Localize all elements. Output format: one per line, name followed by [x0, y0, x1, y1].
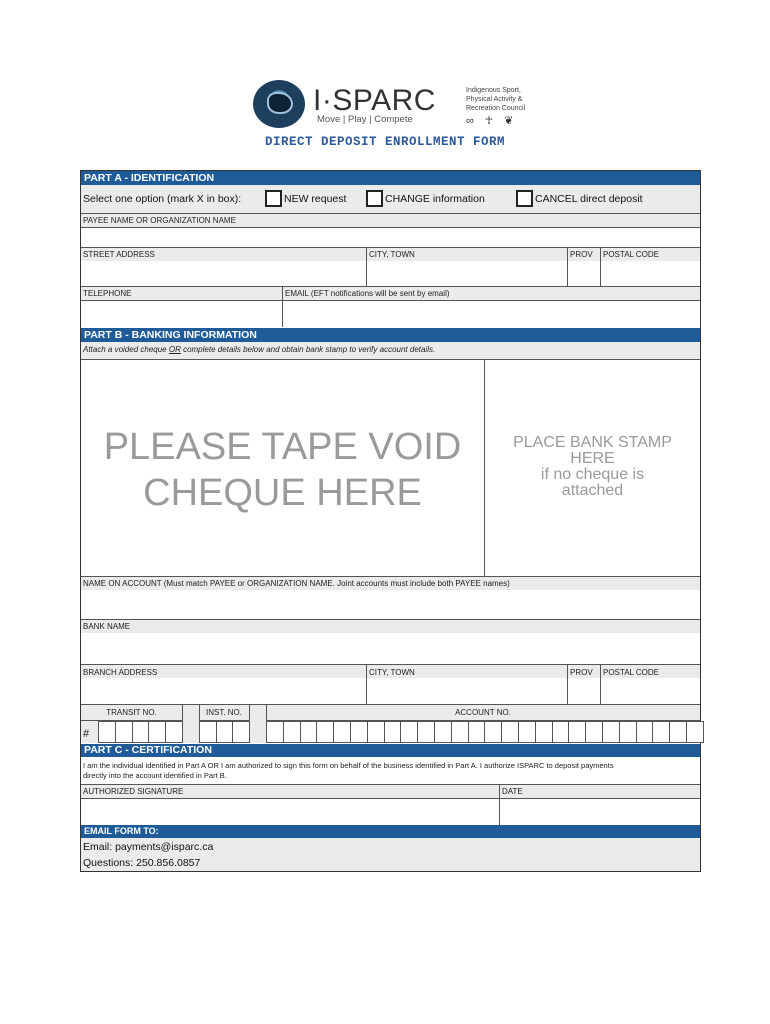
account-digit-box[interactable] — [350, 721, 368, 743]
account-digit-box[interactable] — [652, 721, 670, 743]
prov-field[interactable] — [568, 262, 600, 286]
contact-phone: Questions: 250.856.0857 — [83, 857, 201, 869]
void-cheque-line-2: CHEQUE HERE — [143, 472, 422, 514]
cancel-direct-deposit-checkbox[interactable] — [516, 190, 533, 207]
branch-city-field[interactable] — [367, 679, 567, 704]
cancel-direct-deposit-label: CANCEL direct deposit — [535, 193, 643, 205]
email-label: EMAIL (EFT notifications will be sent by email) — [285, 289, 450, 298]
council-line-1: Indigenous Sport, — [466, 87, 521, 94]
void-cheque-text — [81, 424, 484, 516]
bank-stamp-line-3: if no cheque is — [540, 466, 645, 483]
bank-stamp-text — [485, 435, 700, 499]
city-town-field[interactable] — [367, 262, 567, 286]
banking-instruction — [83, 345, 435, 354]
account-digit-box[interactable] — [434, 721, 452, 743]
postal-code-field[interactable] — [601, 262, 700, 286]
account-digit-box[interactable] — [468, 721, 486, 743]
branch-address-label: BRANCH ADDRESS — [83, 668, 158, 677]
account-digit-box[interactable] — [535, 721, 553, 743]
city-town-label: CITY, TOWN — [369, 250, 415, 259]
account-digit-box[interactable] — [619, 721, 637, 743]
inst-label: INST. NO. — [205, 708, 242, 717]
account-digit-box[interactable] — [451, 721, 469, 743]
bank-name-field[interactable] — [81, 634, 700, 664]
account-digit-box[interactable] — [417, 721, 435, 743]
email-form-heading: EMAIL FORM TO: — [81, 825, 700, 838]
transit-label: TRANSIT NO. — [106, 708, 157, 717]
account-digit-box[interactable] — [552, 721, 570, 743]
account-digit-box[interactable] — [568, 721, 586, 743]
council-line-2: Physical Activity & — [466, 96, 523, 103]
transit-digit-box[interactable] — [132, 721, 150, 743]
instruction-or: OR — [168, 345, 181, 354]
account-digit-box[interactable] — [484, 721, 502, 743]
certification-statement-1: I am the individual identified in Part A OR I am authorized to sign this form on behalf of the business identified in Part A. I authorize ISPARC to deposit payments — [83, 761, 614, 770]
account-digit-box[interactable] — [585, 721, 603, 743]
signature-field[interactable] — [81, 799, 499, 825]
prov-label: PROV — [570, 250, 593, 259]
brand-name: I·SPARC — [313, 84, 436, 117]
account-digit-box[interactable] — [518, 721, 536, 743]
instruction-post: complete details below and obtain bank stamp to verify account details. — [180, 345, 436, 354]
void-cheque-line-1: PLEASE TAPE VOID — [103, 426, 462, 468]
date-field[interactable] — [500, 799, 700, 825]
telephone-field[interactable] — [81, 301, 282, 327]
telephone-label: TELEPHONE — [83, 289, 132, 298]
council-name — [466, 86, 536, 113]
hash-label: # — [83, 728, 90, 740]
form-title: DIRECT DEPOSIT ENROLLMENT FORM — [264, 135, 506, 149]
branch-postal-label: POSTAL CODE — [603, 668, 660, 677]
transit-digit-box[interactable] — [148, 721, 166, 743]
certification-statement-2: directly into the account identified in Part B. — [83, 771, 227, 780]
branch-address-field[interactable] — [81, 679, 366, 704]
account-digit-box[interactable] — [367, 721, 385, 743]
account-digit-box[interactable] — [602, 721, 620, 743]
branch-prov-label: PROV — [570, 668, 593, 677]
account-digit-box[interactable] — [266, 721, 284, 743]
name-on-account-label: NAME ON ACCOUNT (Must match PAYEE or ORGANIZATION NAME. Joint accounts must include both PAYEE names) — [83, 579, 510, 588]
street-address-label: STREET ADDRESS — [83, 250, 155, 259]
part-a-heading: PART A - IDENTIFICATION — [81, 171, 700, 185]
account-digit-box[interactable] — [400, 721, 418, 743]
branch-postal-field[interactable] — [601, 679, 700, 704]
inst-digit-box[interactable] — [199, 721, 217, 743]
part-c-heading: PART C - CERTIFICATION — [81, 744, 700, 757]
account-digit-box[interactable] — [384, 721, 402, 743]
bank-name-label: BANK NAME — [83, 622, 131, 631]
postal-code-label: POSTAL CODE — [603, 250, 660, 259]
account-digit-box[interactable] — [300, 721, 318, 743]
payee-name-label: PAYEE NAME OR ORGANIZATION NAME — [83, 216, 236, 225]
branch-city-label: CITY, TOWN — [369, 668, 415, 677]
select-prompt: Select one option (mark X in box): — [83, 193, 242, 205]
part-b-heading: PART B - BANKING INFORMATION — [81, 328, 700, 342]
account-label: ACCOUNT NO. — [455, 708, 511, 717]
transit-digit-box[interactable] — [165, 721, 183, 743]
bank-stamp-line-2: HERE — [570, 450, 615, 467]
new-request-label: NEW request — [284, 193, 347, 205]
bank-stamp-line-4: attached — [561, 482, 624, 499]
new-request-checkbox[interactable] — [265, 190, 282, 207]
date-label: DATE — [502, 787, 523, 796]
street-address-field[interactable] — [81, 262, 366, 286]
change-information-checkbox[interactable] — [366, 190, 383, 207]
council-symbols-icon: ∞ ☥ ❦ — [466, 115, 518, 127]
account-digit-box[interactable] — [283, 721, 301, 743]
brand-tagline: Move | Play | Compete — [317, 114, 413, 125]
isparc-logo-icon — [253, 80, 305, 128]
transit-digit-box[interactable] — [115, 721, 133, 743]
account-digit-box[interactable] — [669, 721, 687, 743]
change-information-label: CHANGE information — [385, 193, 485, 205]
transit-digit-box[interactable] — [98, 721, 116, 743]
name-on-account-field[interactable] — [81, 591, 700, 619]
account-digit-box[interactable] — [333, 721, 351, 743]
enrollment-form — [80, 170, 701, 872]
inst-digit-box[interactable] — [216, 721, 234, 743]
account-digit-box[interactable] — [686, 721, 704, 743]
instruction-pre: Attach a voided cheque — [83, 345, 169, 354]
contact-email: Email: payments@isparc.ca — [83, 841, 214, 853]
bank-stamp-line-1: PLACE BANK STAMP — [513, 434, 672, 451]
inst-digit-box[interactable] — [232, 721, 250, 743]
council-line-3: Recreation Council — [466, 105, 526, 112]
email-field[interactable] — [283, 301, 700, 327]
signature-label: AUTHORIZED SIGNATURE — [83, 787, 184, 796]
account-digit-box[interactable] — [501, 721, 519, 743]
branch-prov-field[interactable] — [568, 679, 600, 704]
payee-name-field[interactable] — [81, 228, 700, 247]
account-digit-box[interactable] — [316, 721, 334, 743]
account-digit-box[interactable] — [636, 721, 654, 743]
